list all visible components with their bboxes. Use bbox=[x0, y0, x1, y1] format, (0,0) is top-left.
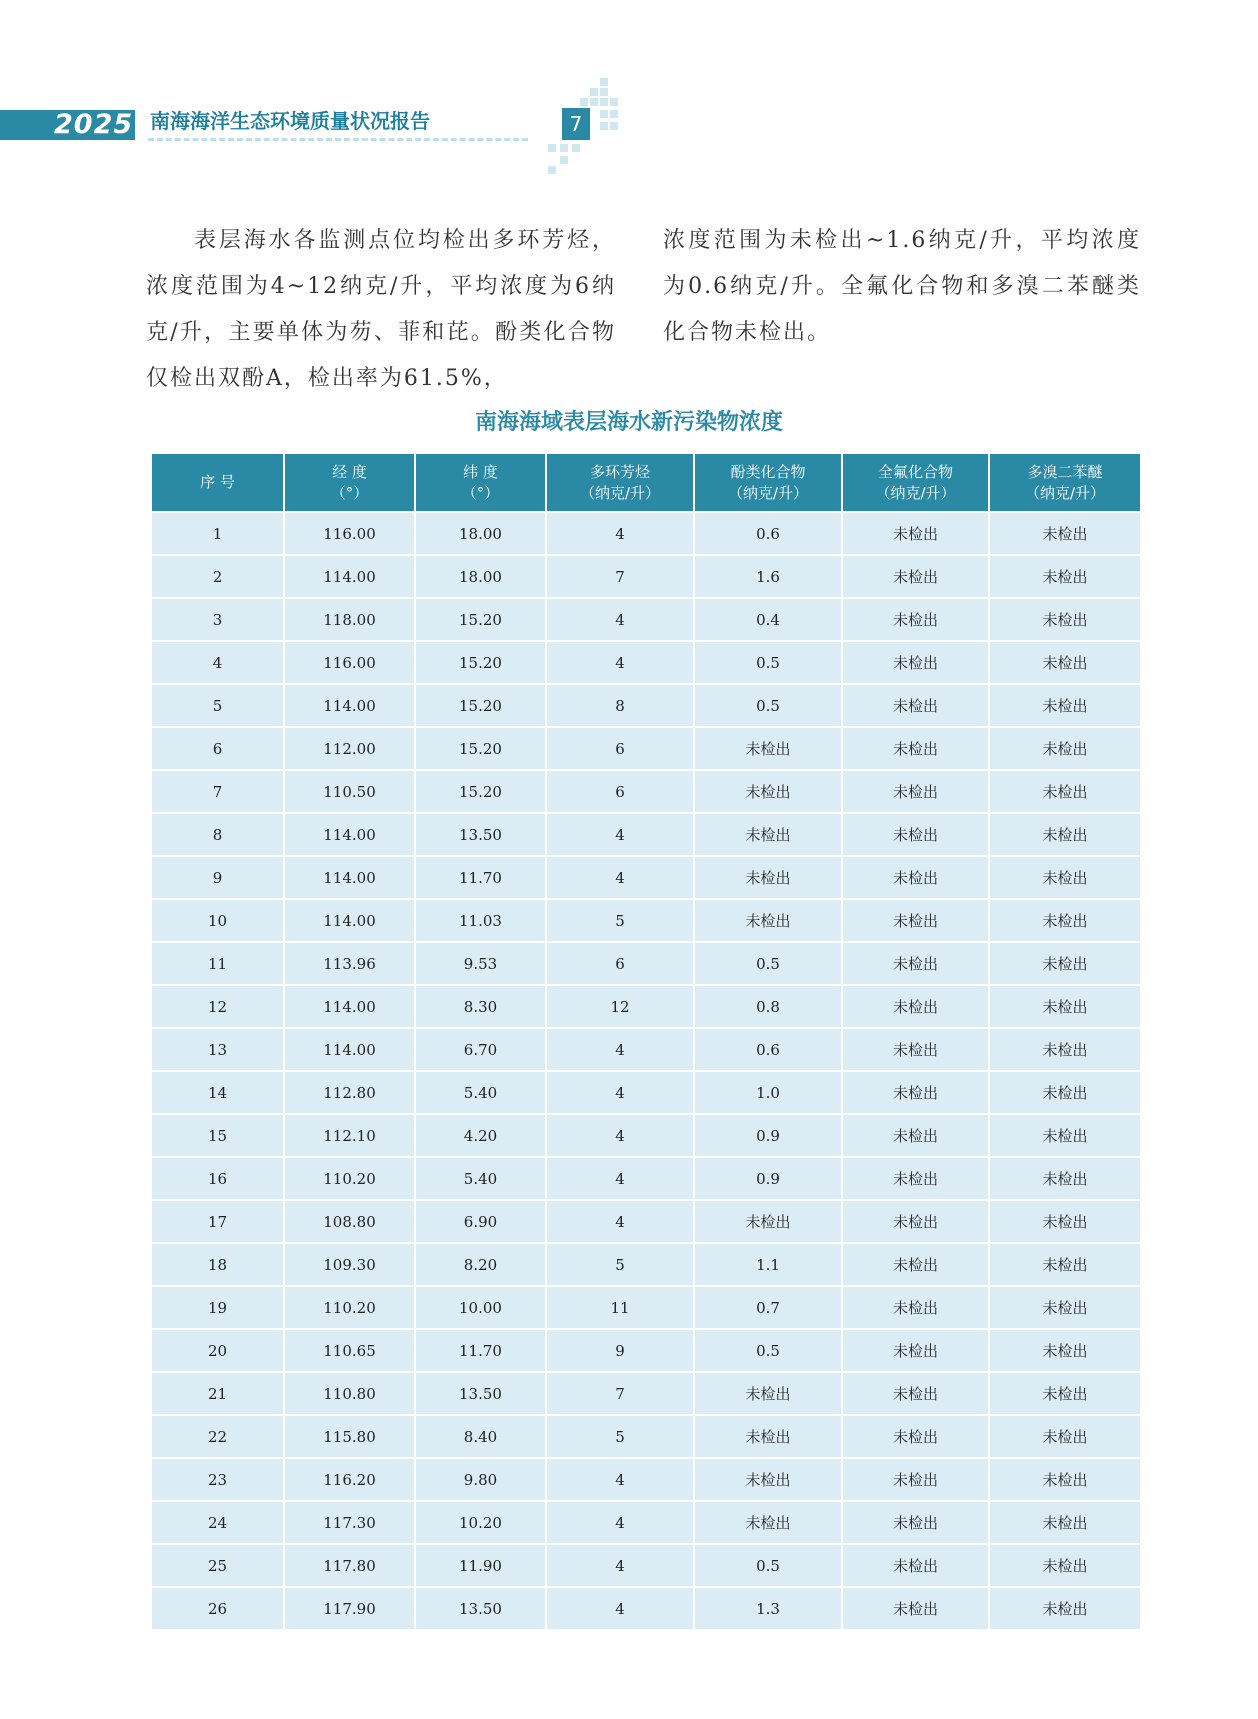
table-header-row bbox=[151, 453, 1141, 512]
phenol-cell: 0.7 bbox=[694, 1286, 842, 1329]
table-row bbox=[151, 856, 1141, 899]
pbde-cell: 未检出 bbox=[989, 684, 1141, 727]
station-number-cell: 20 bbox=[151, 1329, 284, 1372]
latitude-cell: 4.20 bbox=[415, 1114, 546, 1157]
station-number-cell: 1 bbox=[151, 512, 284, 555]
longitude-cell: 116.20 bbox=[284, 1458, 415, 1501]
pah-cell: 8 bbox=[546, 684, 694, 727]
longitude-cell: 113.96 bbox=[284, 942, 415, 985]
station-number-cell: 23 bbox=[151, 1458, 284, 1501]
latitude-cell: 13.50 bbox=[415, 813, 546, 856]
table-row bbox=[151, 1544, 1141, 1587]
latitude-cell: 8.20 bbox=[415, 1243, 546, 1286]
pah-cell: 11 bbox=[546, 1286, 694, 1329]
longitude-cell: 114.00 bbox=[284, 813, 415, 856]
table-row bbox=[151, 1157, 1141, 1200]
pah-cell: 5 bbox=[546, 899, 694, 942]
longitude-cell: 114.00 bbox=[284, 555, 415, 598]
pah-cell: 4 bbox=[546, 1157, 694, 1200]
table-caption: 南海海域表层海水新污染物浓度 bbox=[474, 410, 783, 435]
pfas-cell: 未检出 bbox=[842, 770, 989, 813]
pbde-cell: 未检出 bbox=[989, 1114, 1141, 1157]
pfas-cell: 未检出 bbox=[842, 1372, 989, 1415]
phenol-cell: 0.5 bbox=[694, 942, 842, 985]
pbde-cell: 未检出 bbox=[989, 1501, 1141, 1544]
latitude-cell: 15.20 bbox=[415, 641, 546, 684]
pfas-cell: 未检出 bbox=[842, 1200, 989, 1243]
longitude-cell: 110.80 bbox=[284, 1372, 415, 1415]
latitude-cell: 15.20 bbox=[415, 727, 546, 770]
latitude-cell: 11.90 bbox=[415, 1544, 546, 1587]
station-number-cell: 8 bbox=[151, 813, 284, 856]
station-number-cell: 26 bbox=[151, 1587, 284, 1630]
longitude-cell: 112.00 bbox=[284, 727, 415, 770]
phenol-cell: 0.6 bbox=[694, 1028, 842, 1071]
latitude-cell: 9.53 bbox=[415, 942, 546, 985]
pbde-cell: 未检出 bbox=[989, 985, 1141, 1028]
pfas-cell: 未检出 bbox=[842, 1157, 989, 1200]
table-row bbox=[151, 813, 1141, 856]
page-number: 7 bbox=[562, 108, 590, 140]
table-row bbox=[151, 1329, 1141, 1372]
table-row bbox=[151, 899, 1141, 942]
pbde-cell: 未检出 bbox=[989, 555, 1141, 598]
pfas-cell: 未检出 bbox=[842, 598, 989, 641]
pbde-cell: 未检出 bbox=[989, 856, 1141, 899]
phenol-cell: 0.5 bbox=[694, 684, 842, 727]
pah-cell: 4 bbox=[546, 512, 694, 555]
pbde-cell: 未检出 bbox=[989, 813, 1141, 856]
pfas-cell: 未检出 bbox=[842, 813, 989, 856]
latitude-cell: 8.30 bbox=[415, 985, 546, 1028]
pbde-cell: 未检出 bbox=[989, 1200, 1141, 1243]
table-row bbox=[151, 1372, 1141, 1415]
pfas-cell: 未检出 bbox=[842, 1028, 989, 1071]
pah-cell: 7 bbox=[546, 1372, 694, 1415]
phenol-cell: 未检出 bbox=[694, 813, 842, 856]
longitude-cell: 110.20 bbox=[284, 1286, 415, 1329]
latitude-cell: 11.70 bbox=[415, 856, 546, 899]
phenol-cell: 0.9 bbox=[694, 1114, 842, 1157]
phenol-cell: 未检出 bbox=[694, 727, 842, 770]
pfas-cell: 未检出 bbox=[842, 856, 989, 899]
pfas-cell: 未检出 bbox=[842, 1243, 989, 1286]
table-row bbox=[151, 727, 1141, 770]
phenol-cell: 0.8 bbox=[694, 985, 842, 1028]
longitude-cell: 114.00 bbox=[284, 985, 415, 1028]
table-row bbox=[151, 985, 1141, 1028]
longitude-cell: 116.00 bbox=[284, 512, 415, 555]
table-row bbox=[151, 942, 1141, 985]
pbde-cell: 未检出 bbox=[989, 899, 1141, 942]
column-header: 经 度 （°） bbox=[284, 453, 415, 512]
station-number-cell: 4 bbox=[151, 641, 284, 684]
latitude-cell: 18.00 bbox=[415, 555, 546, 598]
pah-cell: 5 bbox=[546, 1243, 694, 1286]
pfas-cell: 未检出 bbox=[842, 1587, 989, 1630]
column-header: 序 号 bbox=[151, 453, 284, 512]
longitude-cell: 117.90 bbox=[284, 1587, 415, 1630]
latitude-cell: 9.80 bbox=[415, 1458, 546, 1501]
pbde-cell: 未检出 bbox=[989, 942, 1141, 985]
latitude-cell: 15.20 bbox=[415, 684, 546, 727]
pfas-cell: 未检出 bbox=[842, 1071, 989, 1114]
pah-cell: 6 bbox=[546, 770, 694, 813]
latitude-cell: 8.40 bbox=[415, 1415, 546, 1458]
pah-cell: 4 bbox=[546, 1587, 694, 1630]
report-title: 南海海洋生态环境质量状况报告 bbox=[150, 109, 430, 133]
latitude-cell: 6.70 bbox=[415, 1028, 546, 1071]
phenol-cell: 0.5 bbox=[694, 1544, 842, 1587]
pfas-cell: 未检出 bbox=[842, 1329, 989, 1372]
pah-cell: 4 bbox=[546, 1544, 694, 1587]
pbde-cell: 未检出 bbox=[989, 1329, 1141, 1372]
pbde-cell: 未检出 bbox=[989, 727, 1141, 770]
table-row bbox=[151, 1286, 1141, 1329]
phenol-cell: 未检出 bbox=[694, 1458, 842, 1501]
pah-cell: 4 bbox=[546, 1200, 694, 1243]
latitude-cell: 15.20 bbox=[415, 770, 546, 813]
latitude-cell: 11.03 bbox=[415, 899, 546, 942]
station-number-cell: 10 bbox=[151, 899, 284, 942]
station-number-cell: 13 bbox=[151, 1028, 284, 1071]
pfas-cell: 未检出 bbox=[842, 684, 989, 727]
phenol-cell: 未检出 bbox=[694, 770, 842, 813]
pah-cell: 4 bbox=[546, 1071, 694, 1114]
pah-cell: 6 bbox=[546, 942, 694, 985]
pah-cell: 4 bbox=[546, 813, 694, 856]
pfas-cell: 未检出 bbox=[842, 1544, 989, 1587]
column-header: 全氟化合物 （纳克/升） bbox=[842, 453, 989, 512]
latitude-cell: 13.50 bbox=[415, 1372, 546, 1415]
pah-cell: 4 bbox=[546, 1114, 694, 1157]
table-row bbox=[151, 1458, 1141, 1501]
longitude-cell: 115.80 bbox=[284, 1415, 415, 1458]
station-number-cell: 12 bbox=[151, 985, 284, 1028]
pah-cell: 6 bbox=[546, 727, 694, 770]
pah-cell: 4 bbox=[546, 1501, 694, 1544]
phenol-cell: 1.3 bbox=[694, 1587, 842, 1630]
pfas-cell: 未检出 bbox=[842, 985, 989, 1028]
phenol-cell: 1.1 bbox=[694, 1243, 842, 1286]
pfas-cell: 未检出 bbox=[842, 1114, 989, 1157]
station-number-cell: 5 bbox=[151, 684, 284, 727]
pfas-cell: 未检出 bbox=[842, 1286, 989, 1329]
latitude-cell: 10.00 bbox=[415, 1286, 546, 1329]
pah-cell: 5 bbox=[546, 1415, 694, 1458]
table-row bbox=[151, 1114, 1141, 1157]
latitude-cell: 5.40 bbox=[415, 1157, 546, 1200]
longitude-cell: 116.00 bbox=[284, 641, 415, 684]
station-number-cell: 11 bbox=[151, 942, 284, 985]
table-row bbox=[151, 1071, 1141, 1114]
longitude-cell: 110.65 bbox=[284, 1329, 415, 1372]
longitude-cell: 118.00 bbox=[284, 598, 415, 641]
table-row bbox=[151, 641, 1141, 684]
pbde-cell: 未检出 bbox=[989, 1243, 1141, 1286]
longitude-cell: 114.00 bbox=[284, 856, 415, 899]
station-number-cell: 3 bbox=[151, 598, 284, 641]
longitude-cell: 110.50 bbox=[284, 770, 415, 813]
phenol-cell: 0.9 bbox=[694, 1157, 842, 1200]
pbde-cell: 未检出 bbox=[989, 770, 1141, 813]
pah-cell: 4 bbox=[546, 598, 694, 641]
pollutant-table bbox=[150, 452, 1142, 1631]
pfas-cell: 未检出 bbox=[842, 1415, 989, 1458]
longitude-cell: 109.30 bbox=[284, 1243, 415, 1286]
station-number-cell: 22 bbox=[151, 1415, 284, 1458]
phenol-cell: 0.5 bbox=[694, 641, 842, 684]
station-number-cell: 19 bbox=[151, 1286, 284, 1329]
phenol-cell: 0.6 bbox=[694, 512, 842, 555]
pbde-cell: 未检出 bbox=[989, 1071, 1141, 1114]
report-year: 2025 bbox=[54, 109, 134, 140]
pfas-cell: 未检出 bbox=[842, 512, 989, 555]
phenol-cell: 未检出 bbox=[694, 1372, 842, 1415]
latitude-cell: 5.40 bbox=[415, 1071, 546, 1114]
station-number-cell: 17 bbox=[151, 1200, 284, 1243]
pbde-cell: 未检出 bbox=[989, 1458, 1141, 1501]
longitude-cell: 114.00 bbox=[284, 1028, 415, 1071]
table-body bbox=[151, 512, 1141, 1630]
table-row bbox=[151, 555, 1141, 598]
station-number-cell: 21 bbox=[151, 1372, 284, 1415]
longitude-cell: 114.00 bbox=[284, 899, 415, 942]
phenol-cell: 未检出 bbox=[694, 899, 842, 942]
pah-cell: 4 bbox=[546, 1028, 694, 1071]
pfas-cell: 未检出 bbox=[842, 942, 989, 985]
body-paragraph-left: 表层海水各监测点位均检出多环芳烃，浓度范围为4~12纳克/升，平均浓度为6纳克/升，主要单体为芴、菲和芘。酚类化合物仅检出双酚A，检出率为61.5%， bbox=[146, 228, 616, 391]
table-row bbox=[151, 1501, 1141, 1544]
latitude-cell: 15.20 bbox=[415, 598, 546, 641]
body-paragraph-right: 浓度范围为未检出~1.6纳克/升，平均浓度为0.6纳克/升。全氟化合物和多溴二苯醚类化合物未检出。 bbox=[663, 228, 1141, 345]
pfas-cell: 未检出 bbox=[842, 641, 989, 684]
phenol-cell: 未检出 bbox=[694, 1501, 842, 1544]
phenol-cell: 0.4 bbox=[694, 598, 842, 641]
latitude-cell: 6.90 bbox=[415, 1200, 546, 1243]
pfas-cell: 未检出 bbox=[842, 555, 989, 598]
longitude-cell: 112.80 bbox=[284, 1071, 415, 1114]
table-row bbox=[151, 1028, 1141, 1071]
table-row bbox=[151, 684, 1141, 727]
phenol-cell: 1.6 bbox=[694, 555, 842, 598]
pbde-cell: 未检出 bbox=[989, 1157, 1141, 1200]
phenol-cell: 0.5 bbox=[694, 1329, 842, 1372]
phenol-cell: 未检出 bbox=[694, 1200, 842, 1243]
pbde-cell: 未检出 bbox=[989, 1372, 1141, 1415]
pah-cell: 12 bbox=[546, 985, 694, 1028]
pfas-cell: 未检出 bbox=[842, 727, 989, 770]
station-number-cell: 24 bbox=[151, 1501, 284, 1544]
station-number-cell: 16 bbox=[151, 1157, 284, 1200]
pah-cell: 9 bbox=[546, 1329, 694, 1372]
column-header: 纬 度 （°） bbox=[415, 453, 546, 512]
table-row bbox=[151, 770, 1141, 813]
pbde-cell: 未检出 bbox=[989, 598, 1141, 641]
header-divider bbox=[148, 138, 528, 141]
phenol-cell: 1.0 bbox=[694, 1071, 842, 1114]
table-row bbox=[151, 1415, 1141, 1458]
latitude-cell: 10.20 bbox=[415, 1501, 546, 1544]
pfas-cell: 未检出 bbox=[842, 1458, 989, 1501]
station-number-cell: 9 bbox=[151, 856, 284, 899]
latitude-cell: 13.50 bbox=[415, 1587, 546, 1630]
pbde-cell: 未检出 bbox=[989, 512, 1141, 555]
table-row bbox=[151, 512, 1141, 555]
pbde-cell: 未检出 bbox=[989, 1544, 1141, 1587]
longitude-cell: 110.20 bbox=[284, 1157, 415, 1200]
column-header: 酚类化合物 （纳克/升） bbox=[694, 453, 842, 512]
station-number-cell: 14 bbox=[151, 1071, 284, 1114]
pbde-cell: 未检出 bbox=[989, 1415, 1141, 1458]
pah-cell: 4 bbox=[546, 856, 694, 899]
pfas-cell: 未检出 bbox=[842, 1501, 989, 1544]
latitude-cell: 11.70 bbox=[415, 1329, 546, 1372]
table-row bbox=[151, 1243, 1141, 1286]
pah-cell: 4 bbox=[546, 641, 694, 684]
longitude-cell: 117.30 bbox=[284, 1501, 415, 1544]
station-number-cell: 15 bbox=[151, 1114, 284, 1157]
pah-cell: 7 bbox=[546, 555, 694, 598]
station-number-cell: 7 bbox=[151, 770, 284, 813]
longitude-cell: 112.10 bbox=[284, 1114, 415, 1157]
latitude-cell: 18.00 bbox=[415, 512, 546, 555]
column-header: 多环芳烃 （纳克/升） bbox=[546, 453, 694, 512]
table-row bbox=[151, 1587, 1141, 1630]
station-number-cell: 25 bbox=[151, 1544, 284, 1587]
pfas-cell: 未检出 bbox=[842, 899, 989, 942]
station-number-cell: 18 bbox=[151, 1243, 284, 1286]
pbde-cell: 未检出 bbox=[989, 1587, 1141, 1630]
longitude-cell: 114.00 bbox=[284, 684, 415, 727]
pbde-cell: 未检出 bbox=[989, 1028, 1141, 1071]
phenol-cell: 未检出 bbox=[694, 856, 842, 899]
station-number-cell: 6 bbox=[151, 727, 284, 770]
phenol-cell: 未检出 bbox=[694, 1415, 842, 1458]
pah-cell: 4 bbox=[546, 1458, 694, 1501]
pbde-cell: 未检出 bbox=[989, 641, 1141, 684]
pbde-cell: 未检出 bbox=[989, 1286, 1141, 1329]
station-number-cell: 2 bbox=[151, 555, 284, 598]
longitude-cell: 117.80 bbox=[284, 1544, 415, 1587]
longitude-cell: 108.80 bbox=[284, 1200, 415, 1243]
table-row bbox=[151, 1200, 1141, 1243]
table-row bbox=[151, 598, 1141, 641]
column-header: 多溴二苯醚 （纳克/升） bbox=[989, 453, 1141, 512]
